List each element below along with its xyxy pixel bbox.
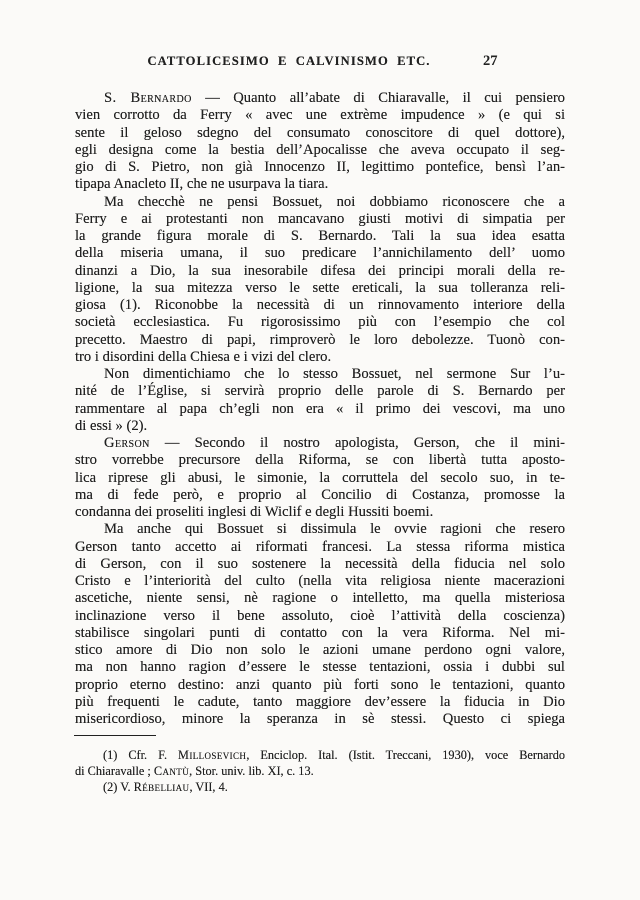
text-segment: Gerson tanto accetto ai riformati francesi. La stessa riforma mistica bbox=[75, 538, 565, 555]
text-segment: , VII, 4. bbox=[189, 779, 228, 794]
text-line bbox=[75, 383, 565, 400]
text-segment: — Quanto all’abate di Chiaravalle, il cui pensiero bbox=[191, 90, 565, 106]
text-line bbox=[75, 176, 565, 193]
text-segment: egli designa come la bestia dell’Apocalisse che aveva occupato il seg- bbox=[75, 141, 565, 158]
text-segment: società ecclesiastica. Fu rigorosissimo più con l’esempio che col bbox=[75, 314, 565, 331]
text-segment: stabilisce singolari punti di contatto con la vera Riforma. Nel mi- bbox=[75, 624, 565, 641]
text-line bbox=[75, 539, 565, 556]
text-line bbox=[75, 366, 565, 383]
italic-text: nité de l’Église bbox=[75, 383, 184, 400]
text-line bbox=[75, 487, 565, 504]
text-line bbox=[75, 245, 565, 262]
body-text bbox=[75, 90, 565, 728]
text-segment: ligione, la sua mitezza verso le sette ereticali, la sua tolleranza reli- bbox=[75, 279, 565, 296]
text-segment: tro i disordini della Chiesa e i vizi del clero. bbox=[75, 348, 332, 365]
text-segment: di essi » (2). bbox=[75, 417, 148, 434]
text-line bbox=[75, 470, 565, 487]
text-line bbox=[75, 90, 565, 107]
text-segment: Cristo e l’interiorità del culto (nella vita religiosa niente macerazioni bbox=[75, 573, 565, 589]
text-line bbox=[75, 211, 565, 228]
text-segment: , bbox=[189, 763, 196, 778]
text-segment: gio di S. Pietro, non già Innocenzo II, legittimo pontefice, bensì l’an- bbox=[75, 159, 565, 175]
text-line bbox=[75, 435, 565, 452]
text-segment: misericordioso, minore la speranza in sè stessi. Questo ci spiega bbox=[75, 711, 565, 727]
text-segment: dinanzi a Dio, la sua inesorabile difesa dei principi morali della re- bbox=[75, 262, 565, 279]
text-line bbox=[75, 228, 565, 245]
italic-text: di Chiaravalle bbox=[75, 763, 145, 778]
text-line bbox=[75, 452, 565, 469]
italic-text: Enciclop. Ital. bbox=[260, 748, 338, 762]
text-segment: più frequenti le cadute, tanto maggiore dev’essere la fiducia in Dio bbox=[75, 693, 565, 710]
paragraph bbox=[75, 194, 565, 367]
paragraph bbox=[75, 435, 565, 521]
text-segment: tipapa Anacleto II, che ne usurpava la tiara. bbox=[75, 176, 329, 193]
text-segment: stro vorrebbe precursore della Riforma, se con libertà tutta aposto- bbox=[75, 452, 565, 469]
text-line bbox=[75, 573, 565, 590]
small-caps-text: Cantù bbox=[153, 763, 190, 778]
text-line bbox=[75, 263, 565, 280]
text-line bbox=[75, 332, 565, 349]
text-segment: lica riprese gli abusi, le simonie, la corruttela del secolo suo, in te- bbox=[75, 469, 565, 486]
text-segment: — Secondo il nostro apologista, Gerson, che il mini- bbox=[149, 435, 565, 451]
small-caps-text: Rébelliau bbox=[133, 779, 190, 794]
text-segment: giosa (1). Riconobbe la necessità di un rinnovamento interiore della bbox=[75, 297, 565, 313]
text-line bbox=[75, 659, 565, 676]
footnote bbox=[75, 748, 565, 780]
small-caps-text: S. Bernardo bbox=[104, 90, 192, 106]
text-line bbox=[75, 418, 565, 435]
text-segment: condanna dei proseliti inglesi di Wiclif e degli Hussiti boemi. bbox=[75, 504, 434, 520]
text-segment: Ma anche qui Bossuet si dissimula le ovvie ragioni che resero bbox=[104, 521, 565, 538]
text-segment: ma di fede però, e proprio al Concilio di Costanza, promosse la bbox=[75, 486, 565, 503]
text-line bbox=[75, 711, 565, 728]
text-line bbox=[75, 625, 565, 642]
text-line bbox=[75, 608, 565, 625]
text-segment: di Gerson, con il suo sostenere la necessità della fiducia nel solo bbox=[75, 555, 565, 572]
text-line bbox=[75, 764, 565, 780]
running-title: CATTOLICESIMO E CALVINISMO ETC. bbox=[147, 54, 431, 68]
paragraph bbox=[75, 366, 565, 435]
text-line bbox=[75, 349, 565, 366]
text-segment: stico amore di Dio non solo le azioni umane perdono ogni valore, bbox=[75, 642, 565, 658]
text-segment: inclinazione verso il bene assoluto, cioè l’attività della bbox=[75, 607, 504, 624]
text-segment: Non dimentichiamo che lo stesso Bossuet, nel sermone bbox=[104, 366, 510, 382]
text-line bbox=[75, 694, 565, 711]
paragraph bbox=[75, 521, 565, 728]
italic-text: Stor. univ. bbox=[195, 763, 246, 778]
text-line bbox=[75, 159, 565, 176]
text-segment: rammentare al papa ch’egli non era « il primo dei vescovi, ma uno bbox=[75, 400, 565, 417]
text-segment: lib. XI, c. 13. bbox=[245, 763, 314, 778]
text-line bbox=[75, 142, 565, 159]
text-segment: , si servirà proprio delle parole di S. Bernardo per bbox=[183, 383, 565, 400]
text-segment: vien corrotto da Ferry « avec une extrème impudence » (e qui si bbox=[75, 107, 565, 124]
text-line bbox=[75, 401, 565, 418]
text-segment: (2) V. bbox=[103, 779, 134, 794]
text-segment: (Istit. Treccani, 1930), voce bbox=[337, 748, 520, 762]
text-segment: , bbox=[246, 748, 261, 762]
text-segment: la grande figura morale di S. Bernardo. Tali la sua idea esatta bbox=[75, 228, 565, 244]
italic-text: Bernardo bbox=[519, 748, 565, 762]
footnote-separator bbox=[74, 735, 156, 736]
text-segment: ascetiche, niente sensi, nè ragione o intelletto, ma quella misteriosa bbox=[75, 590, 565, 607]
text-segment: proprio eterno destino: anzi quanto più forti sono le tentazioni, quanto bbox=[75, 676, 565, 693]
text-line bbox=[75, 107, 565, 124]
text-segment: ; bbox=[144, 763, 154, 778]
text-line bbox=[75, 590, 565, 607]
text-line bbox=[75, 314, 565, 331]
text-line bbox=[75, 642, 565, 659]
text-segment: ) bbox=[560, 607, 565, 624]
text-segment: ma non hanno ragion d’essere le stesse tentazioni, ossia i dubbi sul bbox=[75, 659, 565, 676]
page-header bbox=[0, 54, 640, 72]
text-line bbox=[75, 780, 565, 796]
text-line bbox=[75, 125, 565, 142]
text-segment: Ferry e ai protestanti non mancavano giusti motivi di simpatia per bbox=[75, 210, 565, 227]
text-segment: della miseria umana, il suo predicare l’annichilamento dell’ uomo bbox=[75, 245, 565, 262]
italic-text: Sur l’u- bbox=[509, 366, 566, 382]
text-segment: sente il geloso sdegno del consumato conoscitore di quel dottore), bbox=[75, 124, 565, 141]
text-line bbox=[75, 194, 565, 211]
footnote bbox=[75, 780, 565, 796]
text-segment: Ma checchè ne pensi Bossuet, noi dobbiamo riconoscere che a bbox=[104, 193, 565, 210]
text-segment: (1) Cfr. F. bbox=[103, 748, 178, 762]
small-caps-text: Gerson bbox=[104, 435, 150, 451]
text-line bbox=[75, 297, 565, 314]
text-line bbox=[75, 521, 565, 538]
text-line bbox=[75, 504, 565, 521]
page-number: 27 bbox=[483, 53, 498, 69]
small-caps-text: Millosevich bbox=[178, 748, 247, 762]
paragraph bbox=[75, 90, 565, 194]
text-line bbox=[75, 280, 565, 297]
text-segment: precetto. Maestro di papi, rimproverò le loro debolezze. Tuonò con- bbox=[75, 331, 565, 348]
text-line bbox=[75, 677, 565, 694]
text-line bbox=[75, 556, 565, 573]
italic-text: coscienza bbox=[503, 607, 561, 624]
footnotes bbox=[75, 748, 565, 796]
text-line bbox=[75, 748, 565, 764]
